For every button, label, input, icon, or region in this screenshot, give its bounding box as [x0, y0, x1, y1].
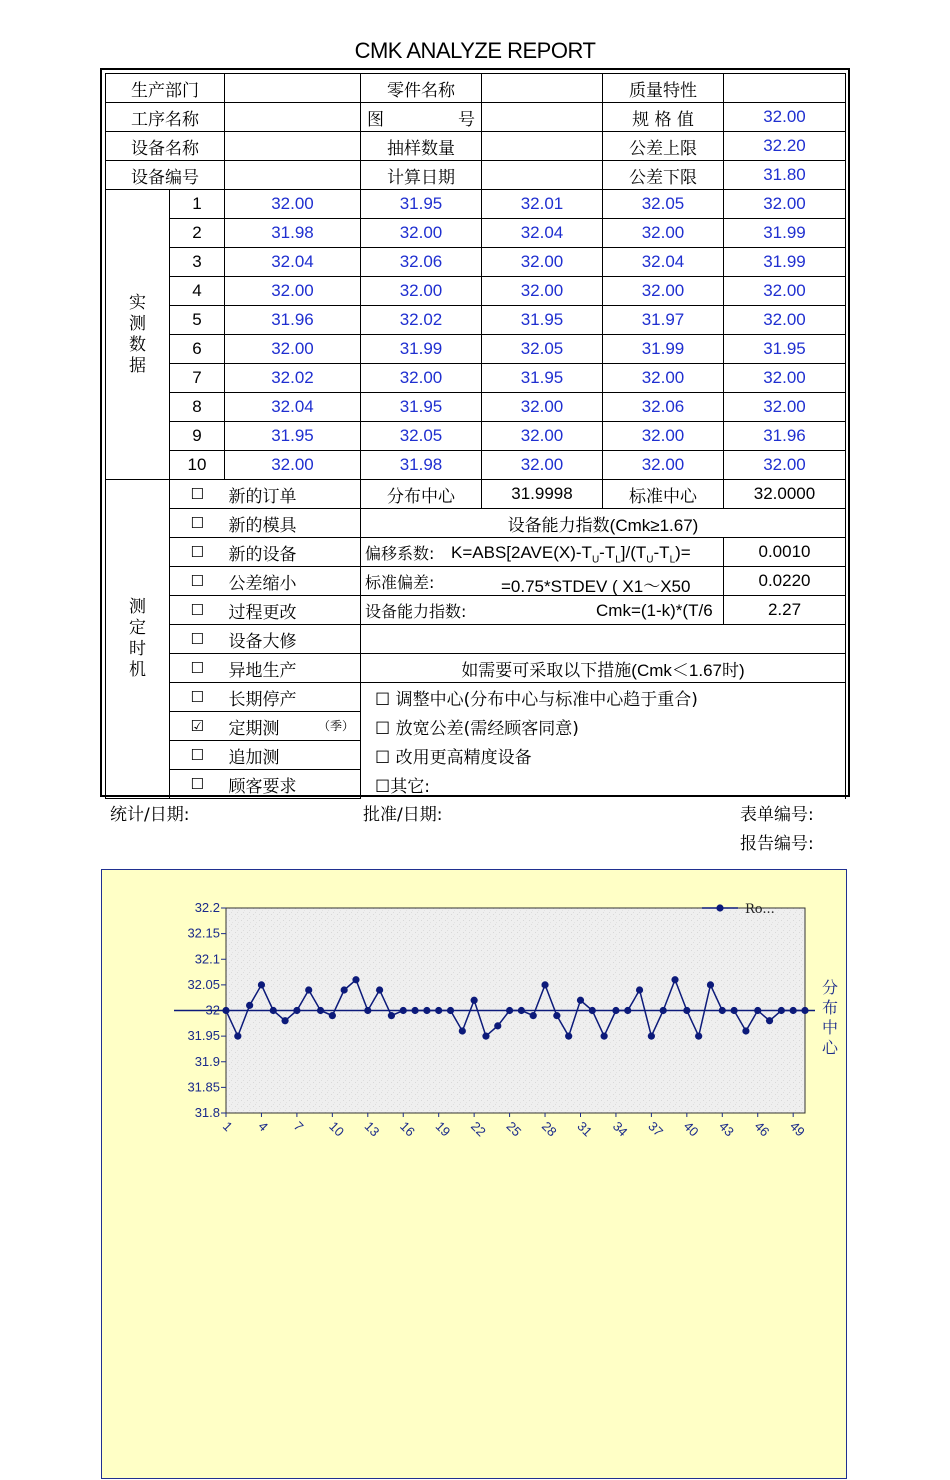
timing-option-text: 定期测: [228, 718, 280, 739]
row-number: 4: [170, 277, 225, 306]
data-point: [317, 1007, 324, 1014]
y-tick-label: 32.15: [187, 925, 220, 941]
header-value[interactable]: [482, 74, 603, 103]
data-point: [565, 1033, 572, 1040]
measurement-value[interactable]: 32.05: [361, 422, 482, 451]
measurement-row: [106, 277, 846, 306]
center-line-label-char: 心: [821, 1038, 839, 1057]
header-label: 公差上限: [603, 132, 724, 161]
x-tick-label: 25: [503, 1118, 525, 1140]
header-value[interactable]: [225, 103, 361, 132]
timing-option: [225, 538, 361, 567]
measurement-value[interactable]: 32.00: [603, 277, 724, 306]
k-value: 0.0010: [724, 538, 846, 567]
cmk-heading: 设备能力指数(Cmk≥1.67): [361, 509, 846, 538]
timing-checkbox: ☐: [190, 688, 204, 706]
timing-row: [106, 741, 846, 770]
run-chart-panel: [101, 869, 847, 1479]
data-point: [624, 1007, 631, 1014]
timing-row: [106, 712, 846, 741]
timing-option-extra: （季）: [317, 719, 354, 733]
data-point: [222, 1007, 229, 1014]
x-tick-label: 43: [716, 1118, 738, 1140]
data-point: [589, 1007, 596, 1014]
timing-checkbox: ☐: [190, 572, 204, 590]
timing-checkbox-cell[interactable]: [170, 683, 225, 712]
header-value[interactable]: [225, 161, 361, 190]
x-tick-label: 10: [326, 1118, 348, 1140]
timing-option: [225, 741, 361, 770]
k-formula-cell: [361, 538, 724, 567]
data-point: [778, 1007, 785, 1014]
std-center-label: 标准中心: [603, 480, 724, 509]
header-value[interactable]: [724, 74, 846, 103]
timing-label: 测定时机: [129, 597, 146, 680]
blank-row-cell: [361, 625, 846, 654]
header-value[interactable]: [225, 132, 361, 161]
measurement-value[interactable]: 32.02: [361, 306, 482, 335]
timing-option-text: 新的设备: [228, 544, 297, 565]
timing-option-text: 异地生产: [228, 660, 297, 681]
measurement-value[interactable]: 31.95: [482, 364, 603, 393]
timing-option: [225, 509, 361, 538]
cmk-label: 设备能力指数:: [365, 601, 467, 621]
cmk-table: [105, 73, 846, 799]
data-point: [742, 1027, 749, 1034]
header-label: 规 格 值: [603, 103, 724, 132]
y-tick-label: 31.9: [194, 1053, 220, 1069]
measurement-value[interactable]: 32.05: [603, 190, 724, 219]
timing-checkbox: ☐: [190, 746, 204, 764]
measurement-value[interactable]: 31.97: [603, 306, 724, 335]
measurement-value[interactable]: 32.00: [724, 393, 846, 422]
measurement-value[interactable]: 32.00: [482, 393, 603, 422]
measurement-value[interactable]: 32.00: [724, 190, 846, 219]
row-number: 2: [170, 219, 225, 248]
x-tick-label: 49: [787, 1118, 808, 1140]
measurement-row: [106, 393, 846, 422]
report-number-label: 报告编号:: [740, 834, 814, 854]
row-number: 8: [170, 393, 225, 422]
sd-value: 0.0220: [724, 567, 846, 596]
header-row: [106, 132, 846, 161]
row-number: 7: [170, 364, 225, 393]
timing-option-text: 新的模具: [228, 515, 297, 536]
data-point: [766, 1017, 773, 1024]
measurement-value[interactable]: 32.01: [482, 190, 603, 219]
header-label: 零件名称: [361, 74, 482, 103]
dist-center-value: 31.9998: [482, 480, 603, 509]
x-tick-label: 40: [680, 1118, 702, 1140]
data-point: [423, 1007, 430, 1014]
data-point: [577, 997, 584, 1004]
form-number-label: 表单编号:: [740, 805, 814, 825]
timing-option: [225, 625, 361, 654]
header-label: 设备名称: [106, 132, 225, 161]
measure-option[interactable]: ☐ 调整中心(分布中心与标准中心趋于重合): [361, 683, 846, 712]
data-point: [411, 1007, 418, 1014]
header-row: [106, 103, 846, 132]
data-point: [435, 1007, 442, 1014]
timing-row: [106, 538, 846, 567]
data-point: [612, 1007, 619, 1014]
y-tick-label: 31.95: [187, 1028, 220, 1044]
data-point: [258, 981, 265, 988]
measurement-value[interactable]: 32.06: [603, 393, 724, 422]
measurement-value[interactable]: 31.95: [482, 306, 603, 335]
measurement-row: [106, 451, 846, 480]
measurement-value[interactable]: 32.00: [724, 277, 846, 306]
x-tick-label: 7: [290, 1118, 307, 1135]
timing-checkbox-cell[interactable]: [170, 538, 225, 567]
measures-heading: 如需要可采取以下措施(Cmk＜1.67时): [361, 654, 846, 683]
timing-checkbox: ☐: [190, 775, 204, 793]
cmk-value: 2.27: [724, 596, 846, 625]
timing-checkbox-cell[interactable]: [170, 509, 225, 538]
measured-data-label-cell: [106, 190, 170, 480]
timing-checkbox: ☑: [190, 717, 204, 735]
measurement-value[interactable]: 32.00: [361, 364, 482, 393]
header-label: 生产部门: [106, 74, 225, 103]
header-value[interactable]: 31.80: [724, 161, 846, 190]
timing-checkbox-cell[interactable]: [170, 567, 225, 596]
data-point: [530, 1012, 537, 1019]
data-point: [482, 1033, 489, 1040]
y-tick-label: 32.2: [194, 900, 220, 915]
timing-option: [225, 480, 361, 509]
timing-row: [106, 625, 846, 654]
timing-option: [225, 567, 361, 596]
data-point: [459, 1027, 466, 1034]
measurement-value[interactable]: 32.00: [603, 422, 724, 451]
data-point: [329, 1012, 336, 1019]
measurement-value[interactable]: 31.95: [225, 422, 361, 451]
measurement-value[interactable]: 32.00: [482, 277, 603, 306]
center-line-label-char: 分: [821, 978, 839, 997]
data-point: [305, 986, 312, 993]
timing-option-text: 新的订单: [228, 486, 297, 507]
center-line-label-char: 布: [821, 998, 839, 1017]
timing-checkbox: ☐: [190, 659, 204, 677]
cmk-formula: Cmk=(1-k)*(T/6: [596, 601, 713, 620]
y-tick-label: 32: [205, 1002, 220, 1018]
sd-label: 标准偏差:: [365, 572, 435, 592]
measurement-row: [106, 219, 846, 248]
measured-data-label: 实测数据: [129, 292, 146, 376]
legend-marker: [716, 904, 723, 911]
data-point: [553, 1012, 560, 1019]
timing-label-cell: [106, 480, 170, 799]
measure-option[interactable]: ☐ 改用更高精度设备: [361, 741, 846, 770]
row-number: 5: [170, 306, 225, 335]
measurement-value[interactable]: 31.99: [724, 219, 846, 248]
header-value[interactable]: [482, 103, 603, 132]
row-number: 9: [170, 422, 225, 451]
measurement-value[interactable]: 32.00: [482, 422, 603, 451]
measurement-value[interactable]: 32.00: [724, 306, 846, 335]
legend-label: Ro...: [745, 902, 775, 917]
timing-checkbox: ☐: [190, 601, 204, 619]
measurement-value[interactable]: 32.00: [603, 364, 724, 393]
measurement-value[interactable]: 32.00: [361, 219, 482, 248]
header-label: [361, 103, 482, 132]
timing-row: [106, 596, 846, 625]
x-tick-label: 4: [255, 1118, 272, 1135]
header-value[interactable]: 32.20: [724, 132, 846, 161]
data-point: [364, 1007, 371, 1014]
measurement-value[interactable]: 31.99: [603, 335, 724, 364]
data-point: [400, 1007, 407, 1014]
x-tick-label: 22: [468, 1118, 489, 1140]
timing-option-text: 长期停产: [228, 689, 297, 710]
data-point: [719, 1007, 726, 1014]
timing-option-text: 追加测: [228, 747, 280, 768]
x-tick-label: 34: [609, 1118, 631, 1140]
measurement-value[interactable]: 32.04: [603, 248, 724, 277]
data-point: [754, 1007, 761, 1014]
timing-checkbox-cell[interactable]: [170, 480, 225, 509]
measurement-value[interactable]: 31.95: [361, 190, 482, 219]
data-point: [352, 976, 359, 983]
timing-checkbox-cell[interactable]: [170, 625, 225, 654]
timing-checkbox: ☐: [190, 630, 204, 648]
timing-checkbox: ☐: [190, 543, 204, 561]
x-tick-label: 28: [538, 1118, 560, 1140]
x-tick-label: 31: [574, 1118, 596, 1140]
timing-option: [225, 712, 361, 741]
measure-option[interactable]: ☐其它:: [361, 770, 846, 799]
measurement-value[interactable]: 32.00: [225, 335, 361, 364]
measurement-value[interactable]: 31.98: [361, 451, 482, 480]
data-point: [541, 981, 548, 988]
row-number: 6: [170, 335, 225, 364]
k-formula: $K=ABS[2AVE(X)-T_U-T_L]/(T_U-T_L)=$: [451, 543, 691, 566]
header-label: 计算日期: [361, 161, 482, 190]
data-point: [695, 1033, 702, 1040]
measurement-value[interactable]: 32.00: [724, 451, 846, 480]
header-label: 设备编号: [106, 161, 225, 190]
timing-option-text: 设备大修: [228, 631, 297, 652]
y-tick-label: 32.05: [187, 976, 220, 992]
timing-checkbox: ☐: [190, 514, 204, 532]
timing-option: [225, 683, 361, 712]
header-label: 质量特性: [603, 74, 724, 103]
x-tick-label: 1: [219, 1118, 236, 1135]
measurement-value[interactable]: 32.00: [225, 451, 361, 480]
timing-checkbox-cell[interactable]: [170, 741, 225, 770]
header-value[interactable]: [225, 74, 361, 103]
x-tick-label: 37: [645, 1118, 667, 1140]
sd-formula-cell: [361, 567, 724, 596]
header-value[interactable]: [482, 161, 603, 190]
data-point: [388, 1012, 395, 1019]
data-point: [270, 1007, 277, 1014]
header-label-part: 号: [458, 109, 475, 130]
measurement-value[interactable]: 31.98: [225, 219, 361, 248]
data-point: [671, 976, 678, 983]
timing-row: [106, 509, 846, 538]
measurement-value[interactable]: 32.00: [361, 277, 482, 306]
y-tick-label: 31.85: [187, 1079, 220, 1095]
center-line-label-char: 中: [821, 1018, 839, 1037]
row-number: 10: [170, 451, 225, 480]
data-point: [494, 1022, 501, 1029]
stat-date-label: 统计/日期:: [110, 805, 190, 825]
timing-row: [106, 654, 846, 683]
header-label-part: 图: [367, 109, 384, 130]
timing-checkbox-cell[interactable]: [170, 654, 225, 683]
measurement-value[interactable]: 32.05: [482, 335, 603, 364]
data-point: [376, 986, 383, 993]
data-point: [801, 1007, 808, 1014]
data-point: [731, 1007, 738, 1014]
measurement-value[interactable]: 31.96: [225, 306, 361, 335]
measurement-value[interactable]: 31.99: [361, 335, 482, 364]
x-tick-label: 19: [432, 1118, 454, 1140]
data-point: [293, 1007, 300, 1014]
measurement-value[interactable]: 32.00: [482, 451, 603, 480]
timing-checkbox-cell[interactable]: [170, 770, 225, 799]
data-point: [790, 1007, 797, 1014]
measurement-value[interactable]: 31.95: [361, 393, 482, 422]
measurement-value[interactable]: 31.99: [724, 248, 846, 277]
y-tick-label: 31.8: [194, 1105, 220, 1120]
data-point: [518, 1007, 525, 1014]
timing-checkbox-cell[interactable]: [170, 712, 225, 741]
header-value[interactable]: [482, 132, 603, 161]
timing-row: [106, 683, 846, 712]
dist-center-label: 分布中心: [361, 480, 482, 509]
timing-option: [225, 770, 361, 799]
timing-checkbox-cell[interactable]: [170, 596, 225, 625]
header-label: 工序名称: [106, 103, 225, 132]
timing-row: [106, 567, 846, 596]
measurement-row: [106, 364, 846, 393]
measurement-row: [106, 335, 846, 364]
data-point: [636, 986, 643, 993]
header-value[interactable]: 32.00: [724, 103, 846, 132]
data-point: [471, 997, 478, 1004]
y-tick-label: 32.1: [194, 951, 220, 967]
row-number: 1: [170, 190, 225, 219]
measurement-row: [106, 422, 846, 451]
row-number: 3: [170, 248, 225, 277]
k-label: 偏移系数:: [365, 543, 435, 563]
cmk-formula-cell: [361, 596, 724, 625]
data-point: [683, 1007, 690, 1014]
measurement-value[interactable]: 32.06: [361, 248, 482, 277]
measurement-value[interactable]: 32.04: [225, 393, 361, 422]
data-point: [707, 981, 714, 988]
timing-option-text: 公差缩小: [228, 573, 297, 594]
measurement-value[interactable]: 32.00: [603, 219, 724, 248]
measurement-value[interactable]: 31.96: [724, 422, 846, 451]
timing-row: [106, 770, 846, 799]
timing-checkbox: ☐: [190, 485, 204, 503]
data-point: [601, 1033, 608, 1040]
measurement-row: [106, 190, 846, 219]
report-title: CMK ANALYZE REPORT: [354, 38, 596, 63]
header-row: [106, 74, 846, 103]
header-row: [106, 161, 846, 190]
measurement-value[interactable]: 32.02: [225, 364, 361, 393]
x-tick-label: 13: [361, 1118, 383, 1140]
header-label: 抽样数量: [361, 132, 482, 161]
x-tick-label: 46: [751, 1118, 773, 1140]
timing-option: [225, 654, 361, 683]
measure-option[interactable]: ☐ 放宽公差(需经顾客同意): [361, 712, 846, 741]
measurement-row: [106, 306, 846, 335]
timing-option: [225, 596, 361, 625]
data-point: [648, 1033, 655, 1040]
measurement-value[interactable]: 32.04: [482, 219, 603, 248]
measurement-value[interactable]: 31.95: [724, 335, 846, 364]
data-point: [341, 986, 348, 993]
data-point: [281, 1017, 288, 1024]
measurement-value[interactable]: 32.00: [225, 277, 361, 306]
measurement-value[interactable]: 32.00: [724, 364, 846, 393]
data-point: [234, 1033, 241, 1040]
measurement-value[interactable]: 32.00: [225, 190, 361, 219]
approve-date-label: 批准/日期:: [363, 805, 443, 825]
data-point: [660, 1007, 667, 1014]
measurement-row: [106, 248, 846, 277]
x-tick-label: 16: [397, 1118, 418, 1140]
timing-option-text: 过程更改: [228, 602, 297, 623]
measurement-value[interactable]: 32.04: [225, 248, 361, 277]
data-point: [447, 1007, 454, 1014]
measurement-value[interactable]: 32.00: [603, 451, 724, 480]
header-label: 公差下限: [603, 161, 724, 190]
std-center-value: 32.0000: [724, 480, 846, 509]
sd-formula: =0.75*STDEV ( X1～X50: [501, 577, 691, 596]
run-chart: [102, 870, 848, 1480]
measurement-value[interactable]: 32.00: [482, 248, 603, 277]
timing-option-text: 顾客要求: [228, 776, 297, 797]
timing-row: [106, 480, 846, 509]
data-point: [506, 1007, 513, 1014]
data-point: [246, 1002, 253, 1009]
